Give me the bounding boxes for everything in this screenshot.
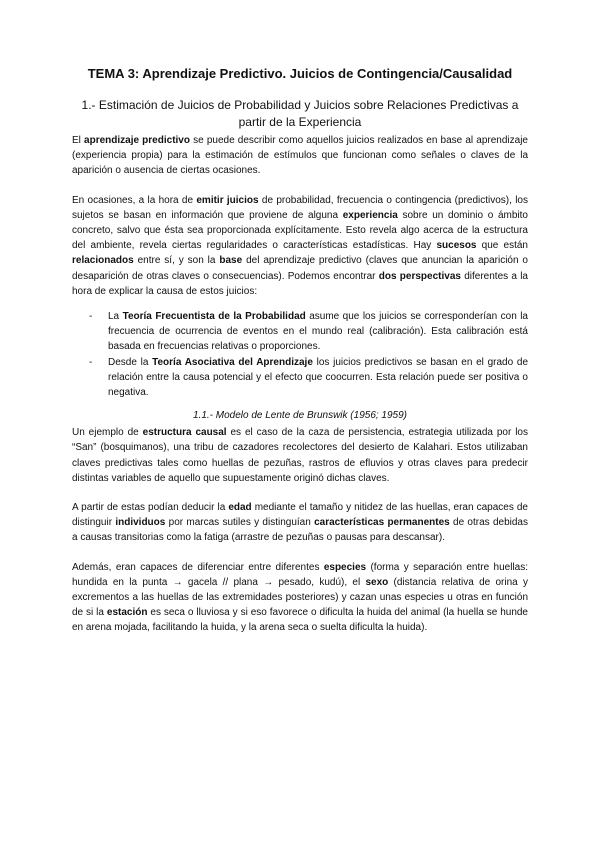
perspectives-list [72, 309, 528, 400]
text-run: por marcas sutiles y distinguían [165, 517, 315, 529]
subsection-heading: 1.1.- Modelo de Lente de Brunswik (1956; 1959) [192, 410, 408, 422]
text-run: es el caso de la caza de persistencia, estrategia utilizada por los “San” (bosquimanos), una tribu de cazadores recolectores del desierto de Kalahari. Estos utilizaban claves predictivas tales como huellas de pezuñas, rastros de efluvios y otras claves para predecir distintas variables de aquello que supuestamente originó dichas claves. [72, 427, 528, 484]
bold-term: experiencia [342, 209, 398, 221]
text-run: (forma y separación entre huellas: hundida en la punta → gacela // plana → pesado, kudú), el [72, 561, 529, 588]
bold-term: Teoría Frecuentista de la Probabilidad [122, 311, 306, 323]
paragraph-edad [72, 500, 528, 546]
bold-term: características permanentes [314, 517, 450, 529]
section-title: 1.- Estimación de Juicios de Probabilidad y Juicios sobre Relaciones Predictivas a partir de la Experiencia [81, 98, 519, 129]
text-run: El [72, 135, 85, 146]
text-run: La [108, 311, 123, 323]
text-run: sobre un dominio o ámbito concreto, salvo que ésta sea proporcionada explícitamente. Esto revela algo acerca de la estructura del ambiente, revela ciertas regularidades o características estadísticas. Hay [72, 209, 528, 252]
text-run: del aprendizaje predictivo (claves que anuncian la aparición o desaparición de otras claves o consecuencias). Podemos encontrar [72, 255, 528, 282]
text-run: Un ejemplo de [72, 427, 143, 439]
bold-term: estructura causal [142, 427, 227, 439]
text-run: mediante el tamaño y nitidez de las huellas, eran capaces de distinguir [72, 502, 528, 529]
bold-term: estación [106, 607, 148, 619]
paragraph-especies [72, 560, 528, 636]
text-run: se puede describir como aquellos juicios realizados en base al aprendizaje (experiencia propia) para la estimación de estímulos que funcionan como señales o claves de la aparición o ausencia de ciertas ocasiones. [72, 135, 528, 177]
text-run: que están [476, 240, 528, 252]
bold-term: relacionados [72, 255, 134, 267]
text-run: los juicios predictivos se basan en el grado de relación entre la causa potencial y el efecto que coocurren. Esta relación puede ser positiva o negativa. [108, 356, 529, 399]
paragraph-estructura-causal [72, 425, 528, 486]
document-page [72, 66, 528, 636]
text-run: Además, eran capaces de diferenciar entre diferentes [72, 561, 324, 573]
document-title: TEMA 3: Aprendizaje Predictivo. Juicios de Contingencia/Causalidad [87, 66, 513, 81]
text-run: de probabilidad, frecuencia o contingencia (predictivos), los sujetos se basan en información que proviene de alguna [72, 194, 528, 221]
bold-term: Teoría Asociativa del Aprendizaje [152, 356, 313, 368]
text-run: asume que los juicios se corresponderían con la frecuencia de ocurrencia de eventos en el mundo real (calibración). Esta calibración está basada en frecuencias relativas o proporciones. [108, 311, 528, 353]
list-bullet: - [89, 311, 93, 323]
text-run: es seca o lluviosa y si eso favorece o dificulta la huida del animal (la huella se hunde en arena mojada, facilitando la huida, y la arena seca o suelta dificulta la huida). [72, 607, 528, 634]
bold-term: emitir juicios [196, 194, 259, 206]
bold-term: dos perspectivas [378, 270, 461, 282]
list-item [72, 355, 528, 401]
text-run: En ocasiones, a la hora de [72, 194, 197, 206]
text-run: Desde la [108, 356, 153, 368]
bold-term: sexo [365, 576, 389, 588]
text-run: diferentes a la hora de explicar la causa de estos juicios: [72, 270, 528, 297]
bold-term: sucesos [436, 240, 477, 252]
bold-term: aprendizaje predictivo [84, 135, 190, 146]
text-run: A partir de estas podían deducir la [72, 502, 229, 514]
bold-term: especies [323, 561, 367, 573]
bold-term: edad [228, 502, 252, 514]
list-bullet: - [89, 356, 93, 368]
text-run: (distancia relativa de orina y excrementos a las huellas de las extremidades posteriores) y cazan unas especies u otras en función de si la [72, 576, 529, 619]
paragraph-intro [72, 133, 528, 179]
bold-term: base [219, 255, 243, 267]
list-item [72, 309, 528, 355]
bold-term: individuos [115, 517, 166, 529]
text-run: entre sí, y son la [133, 255, 220, 267]
text-run: de otras debidas a causas transitorias como la fatiga (arrastre de pezuñas o pausas para descansar). [72, 517, 528, 544]
paragraph-juicios [72, 193, 528, 299]
